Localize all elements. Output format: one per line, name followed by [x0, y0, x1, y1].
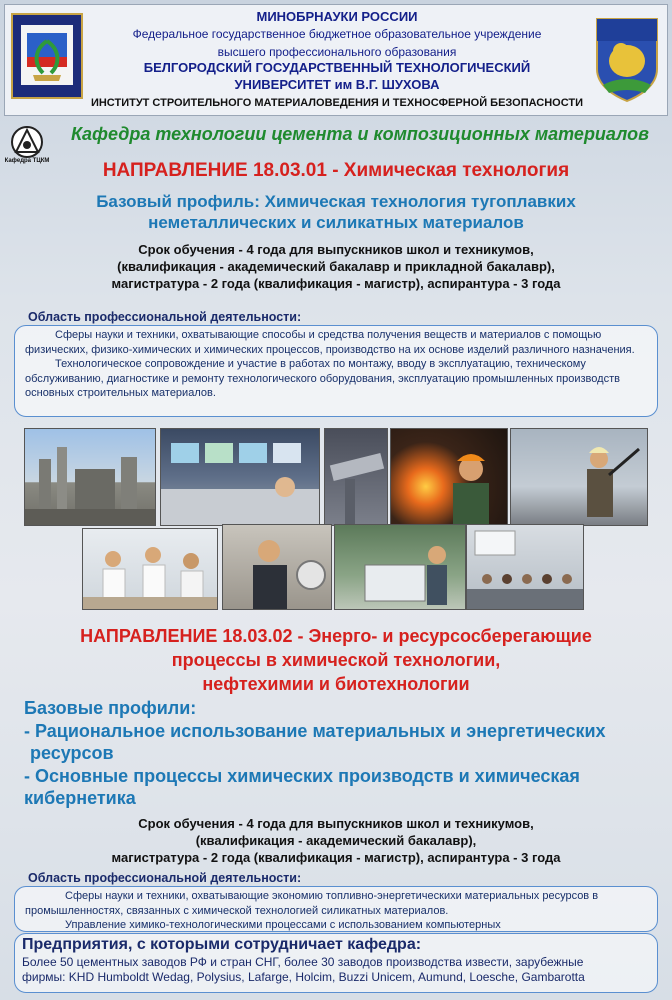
header-university-name: БЕЛГОРОДСКИЙ ГОСУДАРСТВЕННЫЙ ТЕХНОЛОГИЧЕСКИЙ — [143, 60, 531, 75]
direction2-profile2-line2: кибернетика — [24, 788, 136, 808]
department-logo-label: Кафедра ТЦКМ — [4, 158, 50, 164]
direction2-area-box — [14, 886, 658, 932]
direction1-title: НАПРАВЛЕНИЕ 18.03.01 - Химическая технология — [102, 160, 570, 181]
direction2-profiles — [24, 697, 664, 810]
direction2-title — [0, 624, 672, 696]
direction2-term-line3: магистратура - 2 года (квалификация - магистр), аспирантура - 3 года — [111, 850, 561, 865]
ministry-logo — [11, 13, 83, 99]
direction2-area-p2: Управление химико-технологическими процессами с использованием компьютерных — [65, 919, 501, 931]
direction2-profile1-line1: - Рациональное использование материальных и энергетических — [24, 720, 606, 741]
photo-furnace-worker — [390, 428, 508, 526]
direction2-area-title: Область профессиональной деятельности: — [28, 871, 302, 885]
header-university-name-2: УНИВЕРСИТЕТ им В.Г. ШУХОВА — [234, 77, 440, 92]
direction1-profile — [20, 191, 652, 233]
direction2-title-line2: процессы в химической технологии, — [171, 650, 501, 670]
direction1-area-box — [14, 325, 658, 417]
direction1-area-p1: Сферы науки и техники, охватывающие способы и средства получения веществ и материалов с помощью физических, физико-химических и химических процессов, производство на их основе изделий различного назначения. — [25, 329, 635, 356]
department-title: Кафедра технологии цемента и композиционных материалов — [70, 124, 649, 144]
direction2-term — [20, 815, 652, 866]
direction1-term-line3: магистратура - 2 года (квалификация - магистр), аспирантура - 3 года — [111, 276, 561, 291]
direction2-term-line1: Срок обучения - 4 года для выпускников школ и техникумов, — [138, 816, 534, 831]
photo-laboratory-students — [82, 528, 218, 610]
city-coat-of-arms — [593, 11, 661, 103]
header-ministry: МИНОБРНАУКИ РОССИИ — [256, 9, 418, 24]
header-institution-type: Федеральное государственное бюджетное образовательное учреждение — [132, 27, 542, 41]
direction2-profile2-line1: - Основные процессы химических производств и химическая — [24, 765, 580, 786]
photo-cement-plant — [24, 428, 156, 526]
partners-title: Предприятия, с которыми сотрудничает кафедра: — [22, 936, 422, 953]
direction1-term — [20, 241, 652, 292]
direction2-profiles-label: Базовые профили: — [24, 698, 197, 718]
direction1-term-line1: Срок обучения - 4 года для выпускников школ и техникумов, — [138, 242, 534, 257]
photo-professor-equipment — [222, 524, 332, 610]
direction2-title-line1: НАПРАВЛЕНИЕ 18.03.02 - Энерго- и ресурсосберегающие — [80, 626, 592, 646]
direction1-profile-line1: Базовый профиль: Химическая технология тугоплавких — [96, 192, 576, 211]
photo-control-room — [160, 428, 320, 526]
partners-line2: фирмы: KHD Humboldt Wedag, Polysius, Lafarge, Holcim, Buzzi Unicem, Aumund, Loesche, Gambarotta — [22, 970, 585, 984]
partners-line1: Более 50 цементных заводов РФ и стран СНГ, более 30 заводов производства извести, зарубежные — [22, 955, 584, 969]
direction2-term-line2: (квалификация - академический бакалавр), — [195, 833, 477, 848]
direction1-term-line2: (квалификация - академический бакалавр и прикладной бакалавр), — [117, 259, 555, 274]
header-education-level: высшего профессионального образования — [217, 45, 457, 59]
direction1-area-p2: Технологическое сопровождение и участие в работах по монтажу, вводу в эксплуатацию, техническому обслуживанию, диагностике и ремонту технологического оборудования, эксплуатацию промышленных производств основных строительных материалов. — [25, 358, 620, 399]
photo-engineer-measurement — [510, 428, 648, 526]
photo-lab-instrument — [334, 524, 466, 610]
photo-kiln — [324, 428, 388, 526]
photo-lecture-hall — [466, 524, 584, 610]
partners-text — [22, 955, 662, 985]
header-banner — [4, 4, 668, 116]
header-institute: ИНСТИТУТ СТРОИТЕЛЬНОГО МАТЕРИАЛОВЕДЕНИЯ И ТЕХНОСФЕРНОЙ БЕЗОПАСНОСТИ — [90, 97, 584, 109]
direction2-profile1-line2: ресурсов — [30, 743, 114, 763]
direction1-profile-line2: неметаллических и силикатных материалов — [148, 213, 524, 232]
direction2-title-line3: нефтехимии и биотехнологии — [202, 674, 470, 694]
direction1-area-title: Область профессиональной деятельности: — [28, 310, 302, 324]
direction2-area-p1: Сферы науки и техники, охватывающие экономию топливно-энергетическихи материальных ресурсов в промышленностях, связанных с химической технологией силикатных материалов. — [25, 890, 599, 917]
